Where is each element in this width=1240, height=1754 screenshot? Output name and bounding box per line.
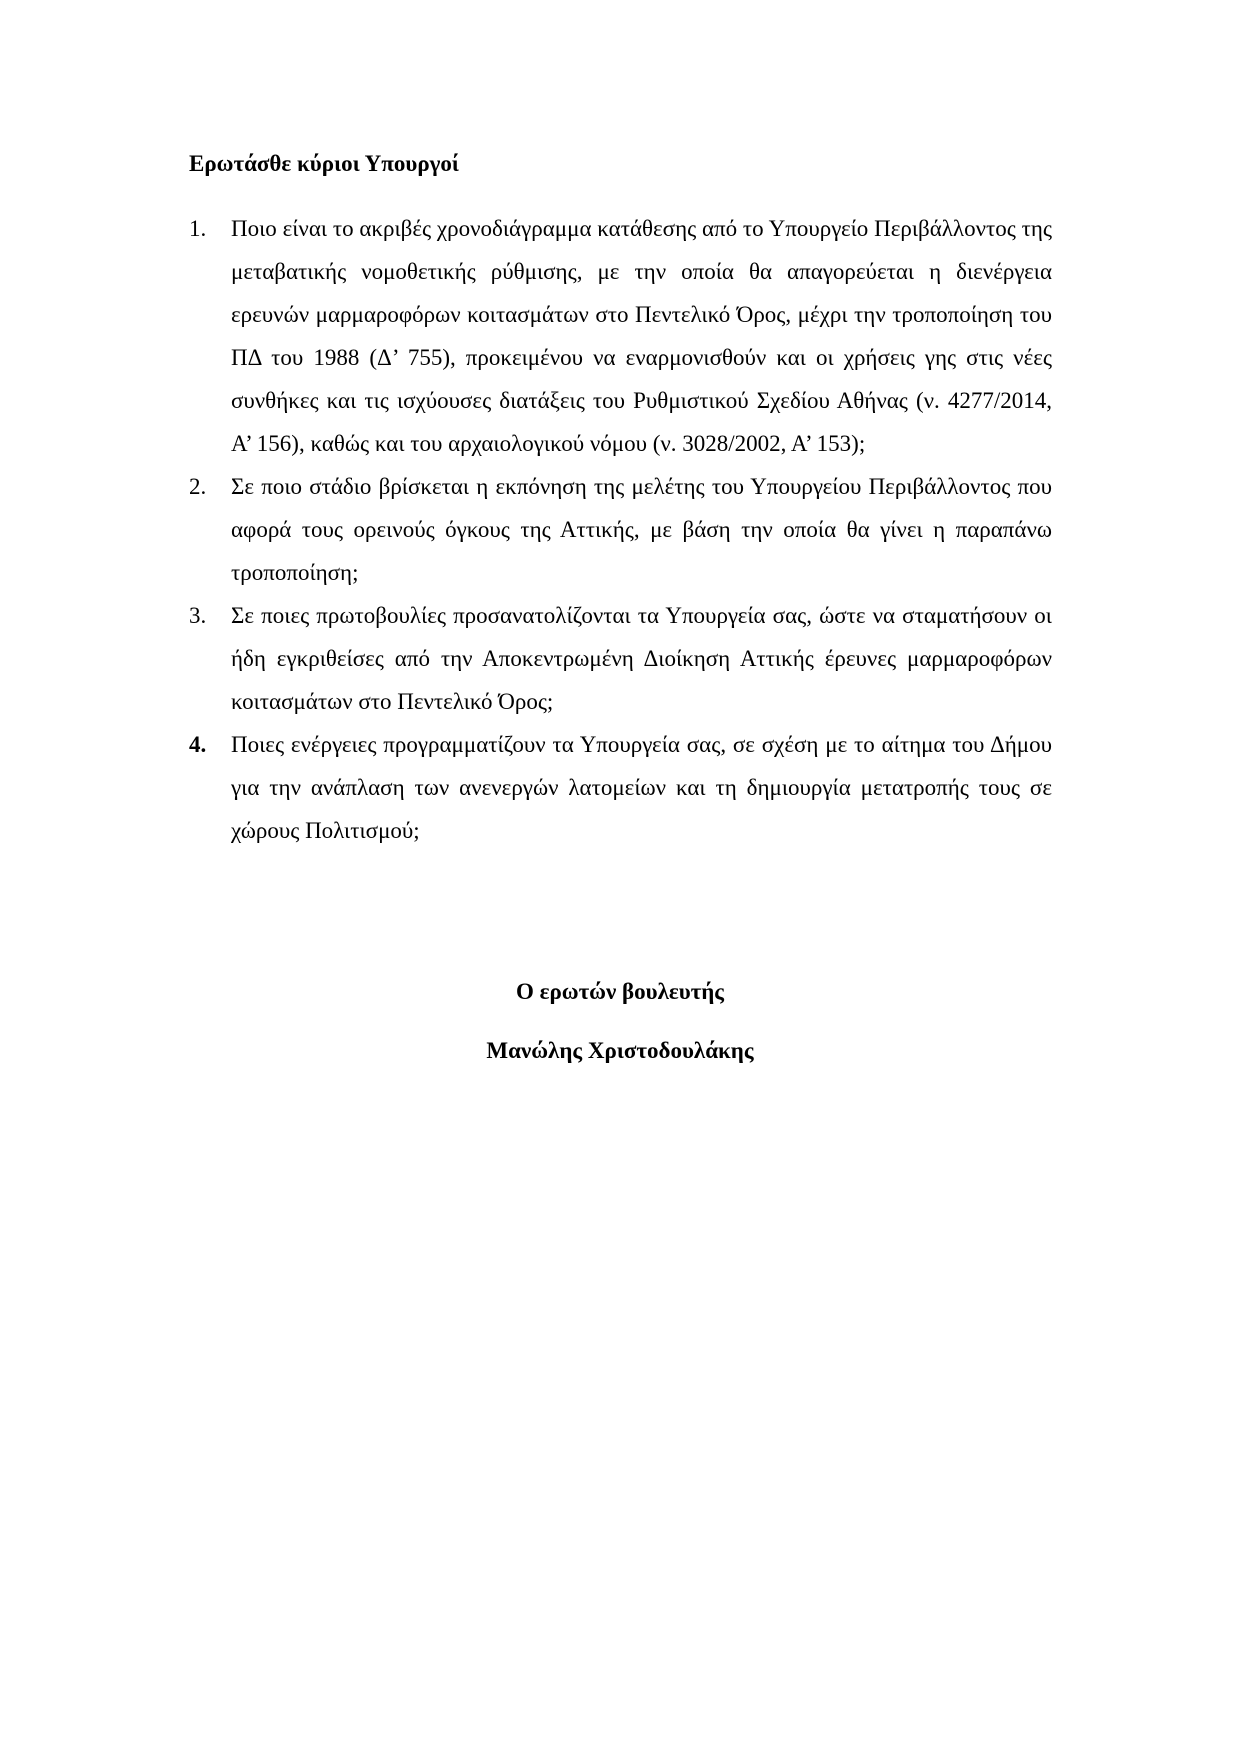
question-item [189, 594, 1052, 723]
signature-role: Ο ερωτών βουλευτής [515, 979, 724, 1004]
document-heading: Ερωτάσθε κύριοι Υπουργοί [189, 151, 460, 176]
question-item [189, 465, 1052, 594]
questions-list [189, 207, 1052, 852]
question-text: Σε ποιες πρωτοβουλίες προσανατολίζονται τα Υπουργεία σας, ώστε να σταματήσουν οι ήδη εγκριθείσες από την Αποκεντρωμένη Διοίκηση Αττικής έρευνες μαρμαροφόρων κοιτασμάτων στο Πεντελικό Όρος; [231, 603, 1052, 714]
question-number: 2. [189, 474, 207, 499]
question-text: Ποιες ενέργειες προγραμματίζουν τα Υπουργεία σας, σε σχέση με το αίτημα του Δήμου για την ανάπλαση των ανενεργών λατομείων και τη δημιουργία μετατροπής τους σε χώρους Πολιτισμού; [231, 732, 1052, 843]
question-text: Ποιο είναι το ακριβές χρονοδιάγραμμα κατάθεσης από το Υπουργείο Περιβάλλοντος της μεταβατικής νομοθετικής ρύθμισης, με την οποία θα απαγορεύεται η διενέργεια ερευνών μαρμαροφόρων κοιτασμάτων στο Πεντελικό Όρος, μέχρι την τροποποίηση του ΠΔ του 1988 (Δ’ 755), προκειμένου να εναρμονισθούν και οι χρήσεις γης στις νέες συνθήκες και τις ισχύουσες διατάξεις του Ρυθμιστικού Σχεδίου Αθήνας (ν. 4277/2014, Α’ 156), καθώς και του αρχαιολογικού νόμου (ν. 3028/2002, Α’ 153); [231, 216, 1052, 456]
question-number: 1. [189, 216, 207, 241]
question-number: 4. [189, 732, 207, 757]
question-text: Σε ποιο στάδιο βρίσκεται η εκπόνηση της μελέτης του Υπουργείου Περιβάλλοντος που αφορά τους ορεινούς όγκους της Αττικής, με βάση την οποία θα γίνει η παραπάνω τροποποίηση; [231, 474, 1052, 585]
signature-name: Μανώλης Χριστοδουλάκης [486, 1038, 754, 1063]
question-item [189, 723, 1052, 852]
question-item [189, 207, 1052, 465]
question-number: 3. [189, 603, 207, 628]
